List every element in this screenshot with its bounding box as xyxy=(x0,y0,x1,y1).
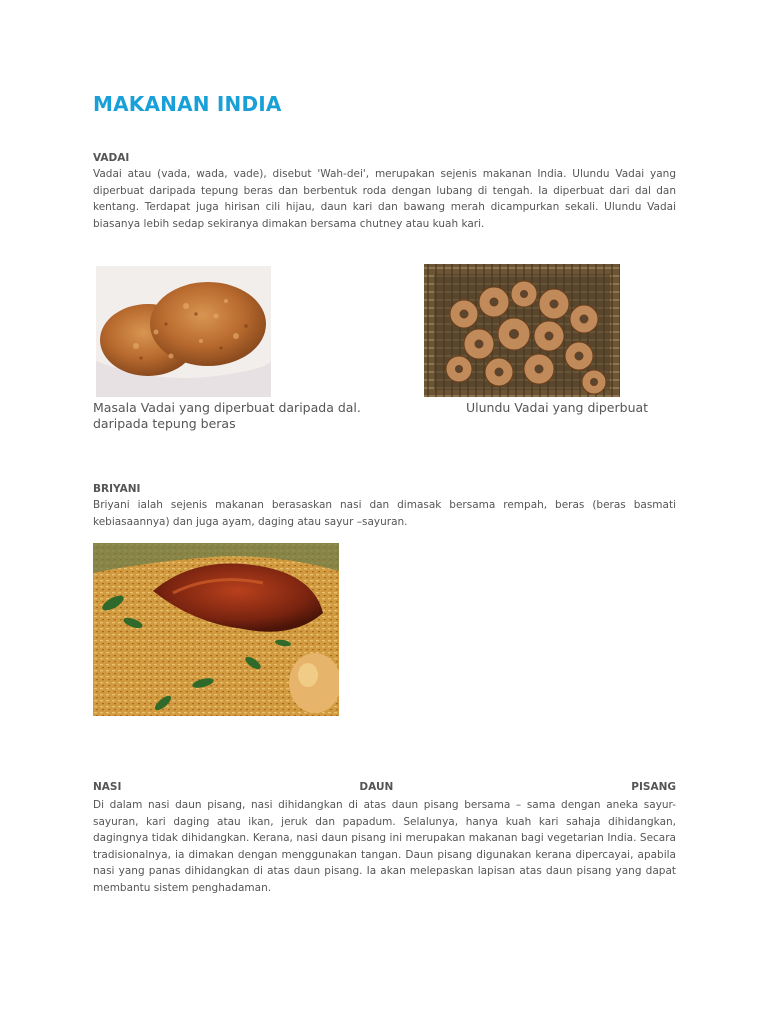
paragraph-briyani: Briyani ialah sejenis makanan berasaskan nasi dan dimasak bersama rempah, beras (beras basmati kebiasaannya) dan juga ayam, daging atau sayur –sayuran. xyxy=(93,499,676,528)
heading-word-nasi: NASI xyxy=(93,781,122,793)
paragraph-vadai: Vadai atau (vada, wada, vade), disebut 'Wah-dei', merupakan sejenis makanan India. Ulundu Vadai yang diperbuat daripada tepung beras dan berbentuk roda dengan lubang di tengah. Ia diperbuat dari dal dan kentang. Terdapat juga hirisan cili hijau, daun kari dan bawang merah dicampurkan sekali. Ulundu Vadai biasanya lebih sedap sekiranya dimakan bersama chutney atau kuah kari. xyxy=(93,168,676,230)
caption-masala-vadai: Masala Vadai yang diperbuat daripada dal. xyxy=(93,400,361,415)
section-heading-briyani: BRIYANI xyxy=(93,483,141,495)
section-heading-vadai: VADAI xyxy=(93,152,130,164)
page-title: MAKANAN INDIA xyxy=(93,92,282,116)
paragraph-nasi-daun-pisang: Di dalam nasi daun pisang, nasi dihidangkan di atas daun pisang bersama – sama dengan aneka sayur-sayuran, kari daging atau ikan, jeruk dan papadum. Selalunya, hanya kuah kari sahaja dihidangkan, dagingnya tidak dihidangkan. Kerana, nasi daun pisang ini merupakan makanan bagi vegetarian India. Secara tradisionalnya, ia dimakan dengan menggunakan tangan. Daun pisang digunakan kerana dipercayai, apabila nasi yang panas dihidangkan di atas daun pisang. Ia akan melepaskan lapisan atas daun pisang yang dapat membantu sistem penghadaman. xyxy=(93,799,676,894)
heading-word-daun: DAUN xyxy=(359,781,394,793)
caption-continuation: daripada tepung beras xyxy=(93,416,236,431)
masala-vadai-image xyxy=(96,266,271,397)
caption-ulundu-vadai: Ulundu Vadai yang diperbuat xyxy=(466,400,649,415)
heading-word-pisang: PISANG xyxy=(631,781,676,793)
ulundu-vadai-image xyxy=(424,264,620,397)
briyani-image xyxy=(93,543,339,716)
section-heading-nasi-daun-pisang xyxy=(93,781,676,793)
